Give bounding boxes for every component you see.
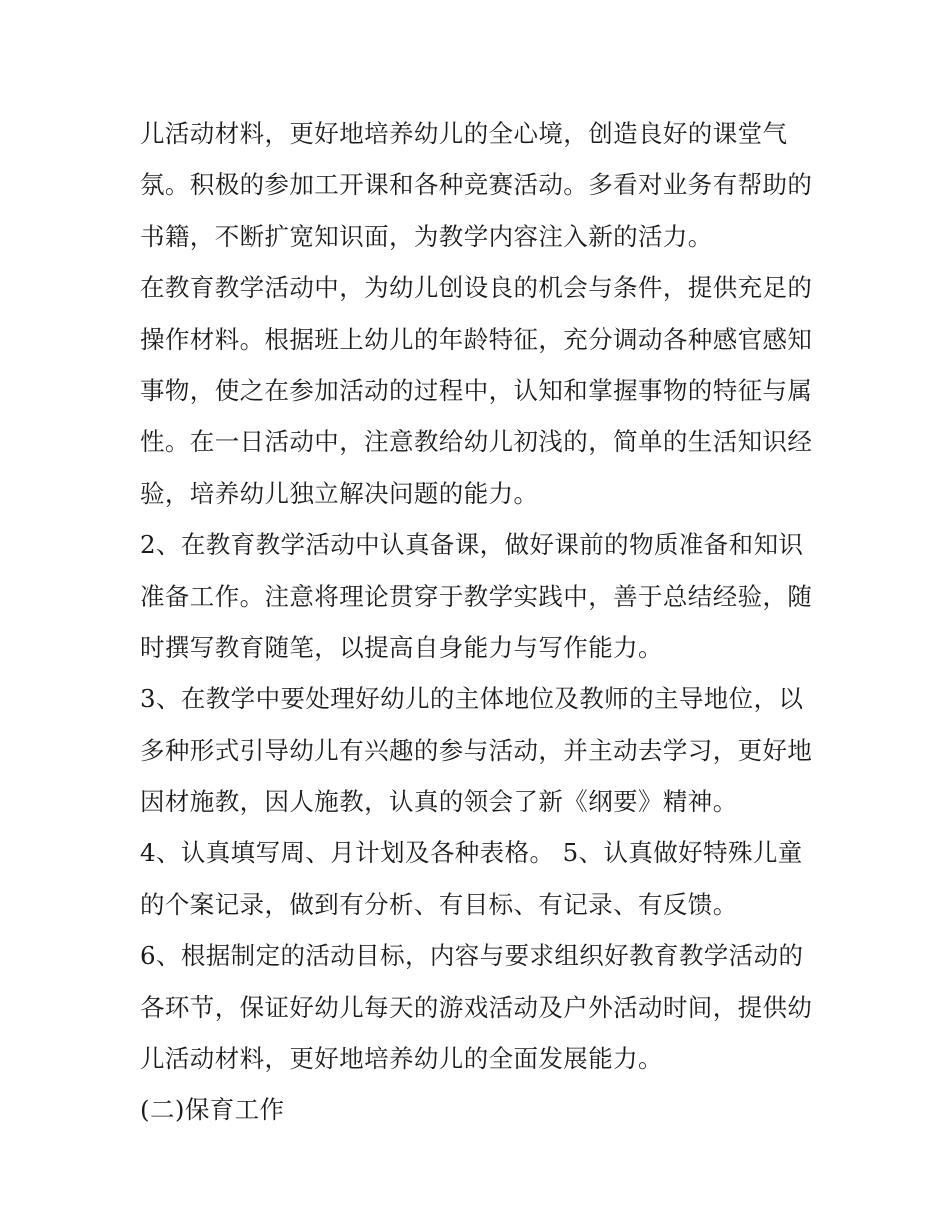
document-body [140,108,820,1136]
text-line: 因材施教，因人施教，认真的领会了新《纲要》精神。 [140,787,738,817]
text-line: 多种形式引导幼儿有兴趣的参与活动，并主动去学习，更好地 [140,735,813,765]
text-line: 4、认真填写周、月计划及各种表格。 5、认真做好特殊儿童 [140,838,803,868]
text-line: 在教育教学活动中，为幼儿创设良的机会与条件，提供充足的 [140,273,813,303]
text-line: 验，培养幼儿独立解决问题的能力。 [140,478,539,508]
text-line: 2、在教育教学活动中认真备课，做好课前的物质准备和知识 [140,530,804,560]
text-line: 氛。积极的参加工开课和各种竞赛活动。多看对业务有帮助的 [140,170,813,200]
section-heading: (二)保育工作 [140,1095,285,1125]
text-line: 各环节，保证好幼儿每天的游戏活动及户外活动时间，提供幼 [140,992,813,1022]
text-line: 时撰写教育随笔，以提高自身能力与写作能力。 [140,632,663,662]
text-line: 6、根据制定的活动目标，内容与要求组织好教育教学活动的 [140,941,804,971]
text-line: 儿活动材料，更好地培养幼儿的全面发展能力。 [140,1044,663,1074]
text-line: 儿活动材料，更好地培养幼儿的全心境，创造良好的课堂气 [140,119,788,148]
text-line: 3、在教学中要处理好幼儿的主体地位及教师的主导地位，以 [140,684,804,714]
text-line: 操作材料。根据班上幼儿的年龄特征，充分调动各种感官感知 [140,324,813,354]
text-line: 准备工作。注意将理论贯穿于教学实践中，善于总结经验，随 [140,581,813,611]
text-line: 性。在一日活动中，注意教给幼儿初浅的，简单的生活知识经 [140,427,813,457]
text-line: 的个案记录，做到有分析、有目标、有记录、有反馈。 [140,889,738,919]
text-line: 事物，使之在参加活动的过程中，认知和掌握事物的特征与属 [140,375,813,405]
text-line: 书籍，不断扩宽知识面，为教学内容注入新的活力。 [140,221,713,251]
